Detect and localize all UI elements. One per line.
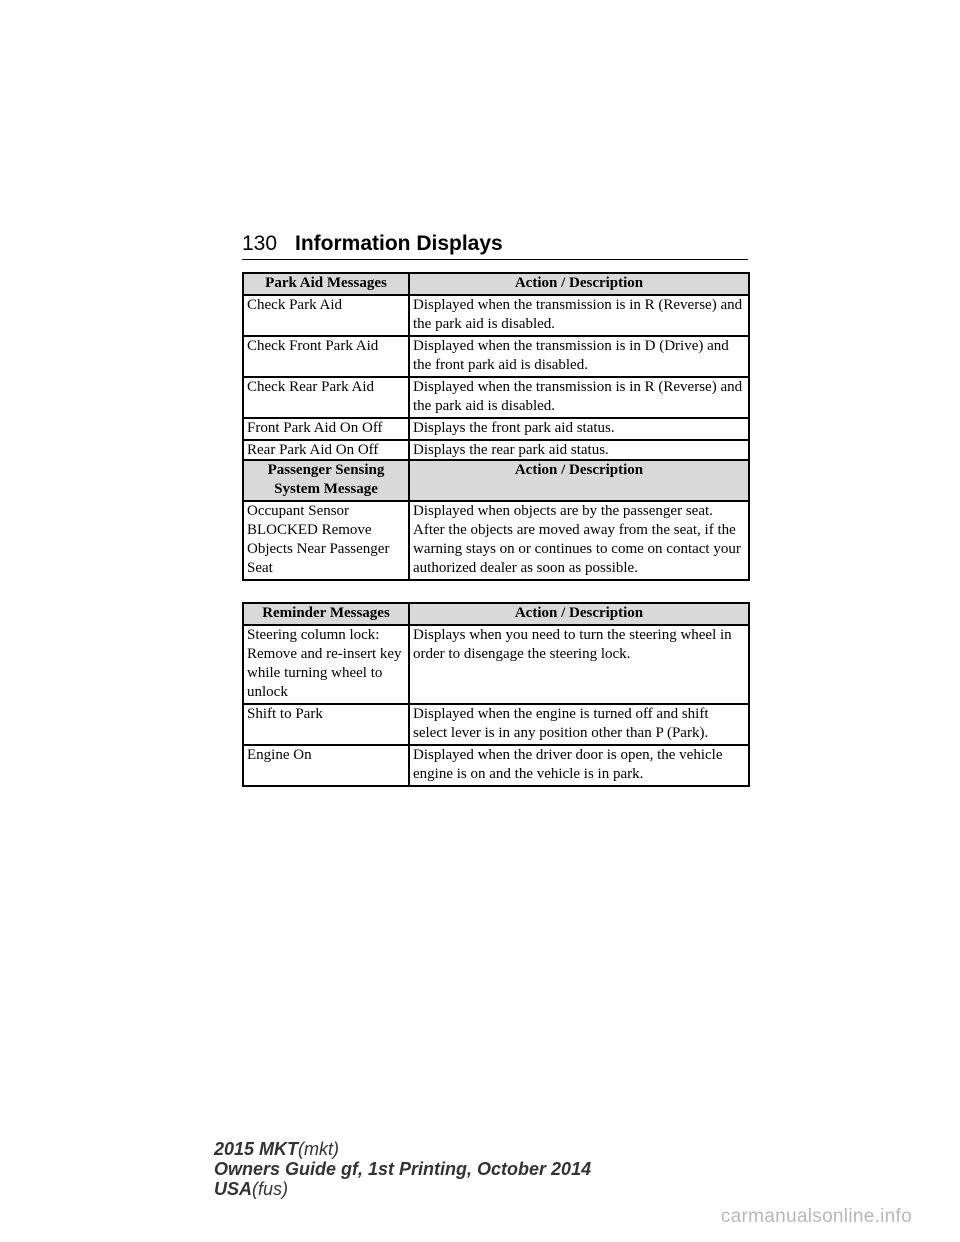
table-row: [243, 501, 749, 580]
print-footer: [214, 1139, 591, 1199]
column-header-message: Passenger Sensing System Message: [243, 460, 409, 501]
description-cell: Displayed when the transmission is in R (Reverse) and the park aid is disabled.: [409, 295, 749, 336]
description-cell: Displays the rear park aid status.: [409, 440, 749, 462]
table-row: [243, 418, 749, 440]
description-cell: Displayed when the transmission is in D (Drive) and the front park aid is disabled.: [409, 336, 749, 377]
table-row: [243, 625, 749, 704]
table-header-row: [243, 273, 749, 295]
table-row: [243, 704, 749, 745]
message-cell: Check Rear Park Aid: [243, 377, 409, 418]
footer-model: 2015 MKT: [214, 1139, 299, 1159]
message-cell: Check Front Park Aid: [243, 336, 409, 377]
message-cell: Check Park Aid: [243, 295, 409, 336]
section-title: Information Displays: [295, 232, 503, 255]
footer-model-line: [214, 1139, 591, 1159]
description-cell: Displayed when the engine is turned off and shift select lever is in any position other than P (Park).: [409, 704, 749, 745]
message-cell: Steering column lock: Remove and re-insert key while turning wheel to unlock: [243, 625, 409, 704]
passenger-sensing-messages-table: [242, 459, 750, 581]
table-row: [243, 377, 749, 418]
message-cell: Engine On: [243, 745, 409, 786]
description-cell: Displayed when objects are by the passenger seat. After the objects are moved away from the seat, if the warning stays on or continues to come on contact your authorized dealer as soon as possible.: [409, 501, 749, 580]
table-row: [243, 745, 749, 786]
footer-region: USA: [214, 1179, 253, 1199]
table-row: [243, 295, 749, 336]
table-header-row: [243, 460, 749, 501]
park-aid-messages-table: [242, 272, 750, 463]
description-cell: Displayed when the driver door is open, the vehicle engine is on and the vehicle is in park.: [409, 745, 749, 786]
description-cell: Displays the front park aid status.: [409, 418, 749, 440]
message-cell: Front Park Aid On Off: [243, 418, 409, 440]
table-header-row: [243, 603, 749, 625]
footer-guide: Owners Guide gf, 1st Printing, October 2014: [214, 1159, 592, 1179]
page-number: 130: [242, 232, 278, 255]
column-header-description: Action / Description: [409, 273, 749, 295]
message-cell: Shift to Park: [243, 704, 409, 745]
footer-region-code: (fus): [252, 1179, 289, 1199]
reminder-messages-table: [242, 602, 750, 787]
column-header-message: Reminder Messages: [243, 603, 409, 625]
table-row: [243, 336, 749, 377]
column-header-description: Action / Description: [409, 603, 749, 625]
header-rule: [242, 259, 748, 260]
description-cell: Displays when you need to turn the steering wheel in order to disengage the steering lock.: [409, 625, 749, 704]
column-header-description: Action / Description: [409, 460, 749, 501]
watermark-text: carmanualsonline.info: [720, 1206, 912, 1227]
message-cell: Rear Park Aid On Off: [243, 440, 409, 462]
footer-model-code: (mkt): [298, 1139, 340, 1159]
page-header: [242, 230, 748, 260]
message-cell: Occupant Sensor BLOCKED Remove Objects Near Passenger Seat: [243, 501, 409, 580]
footer-region-line: [214, 1179, 591, 1199]
column-header-message: Park Aid Messages: [243, 273, 409, 295]
description-cell: Displayed when the transmission is in R (Reverse) and the park aid is disabled.: [409, 377, 749, 418]
